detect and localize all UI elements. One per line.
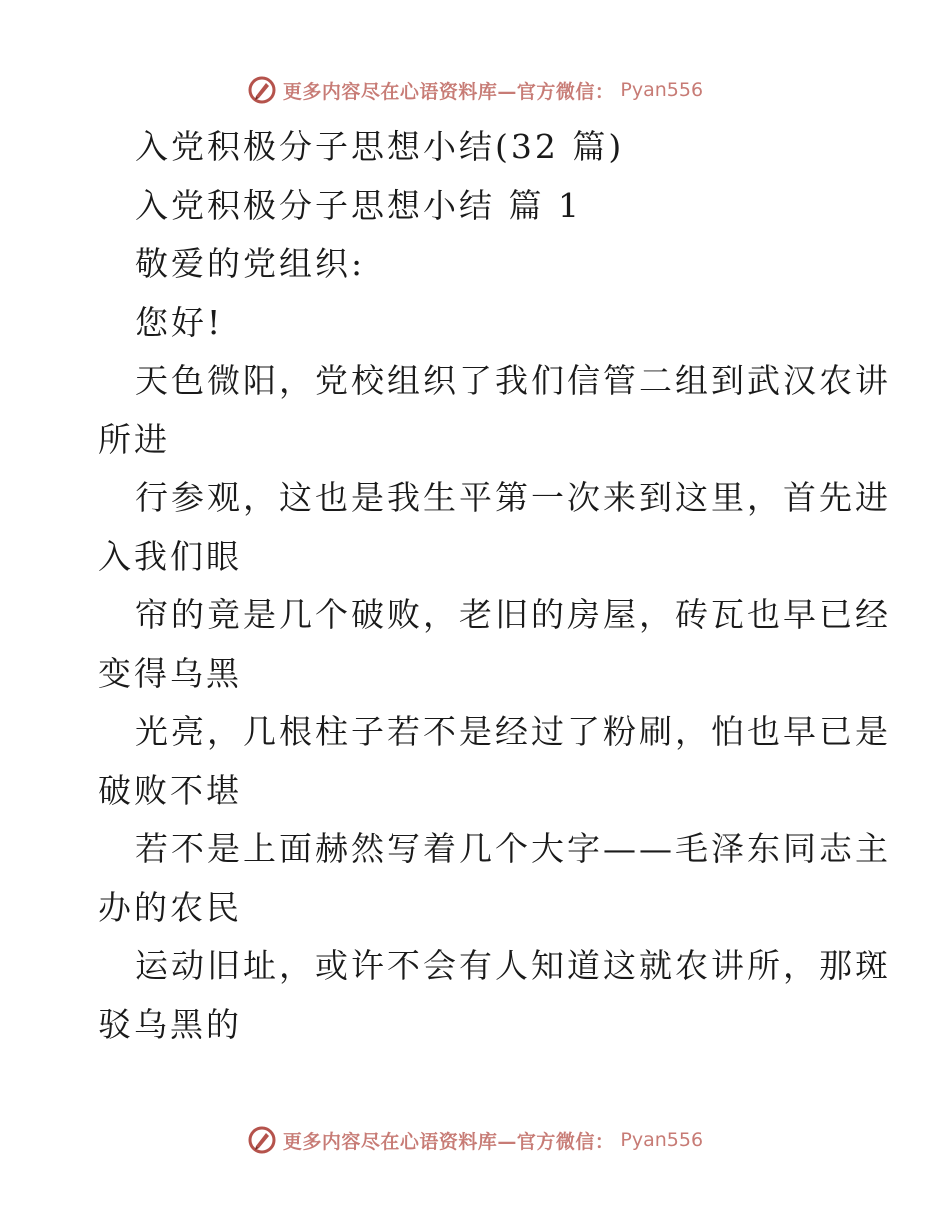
salutation: 敬爱的党组织: bbox=[135, 244, 366, 283]
footer-banner bbox=[0, 1122, 950, 1158]
greeting: 您好! bbox=[135, 302, 224, 342]
document-title: 入党积极分子思想小结(32 篇) bbox=[135, 127, 625, 166]
paragraph-line: 运动旧址，或许不会有人知道这就农讲所，那斑 bbox=[135, 946, 891, 985]
footer-banner-content bbox=[247, 1125, 703, 1155]
header-banner-text: 更多内容尽在心语资料库—官方微信： bbox=[282, 80, 615, 103]
paragraph-line: 行参观，这也是我生平第一次来到这里，首先进 bbox=[135, 478, 891, 517]
paragraph-line: 驳乌黑的 bbox=[98, 1004, 242, 1044]
paragraph-line: 变得乌黑 bbox=[98, 653, 242, 693]
footer-wechat-id: Pyan556 bbox=[620, 1129, 704, 1151]
section-heading: 入党积极分子思想小结 篇 1 bbox=[135, 185, 582, 225]
pen-logo-icon bbox=[247, 75, 277, 105]
header-banner-content bbox=[247, 75, 703, 105]
header-wechat-id: Pyan556 bbox=[620, 79, 704, 101]
paragraph-line: 所进 bbox=[98, 419, 170, 459]
pen-logo-icon bbox=[247, 1125, 277, 1155]
header-banner bbox=[0, 72, 950, 108]
document-body bbox=[98, 118, 891, 1054]
paragraph-line: 帘的竟是几个破败，老旧的房屋，砖瓦也早已经 bbox=[135, 595, 891, 634]
paragraph-line: 光亮，几根柱子若不是经过了粉刷，怕也早已是 bbox=[135, 712, 891, 751]
footer-banner-text: 更多内容尽在心语资料库—官方微信： bbox=[282, 1130, 615, 1153]
paragraph-line: 破败不堪 bbox=[98, 770, 242, 810]
paragraph-line: 入我们眼 bbox=[98, 536, 242, 576]
paragraph-line: 若不是上面赫然写着几个大字——毛泽东同志主 bbox=[135, 829, 891, 868]
paragraph-line: 办的农民 bbox=[98, 887, 242, 927]
paragraph-line: 天色微阳，党校组织了我们信管二组到武汉农讲 bbox=[135, 361, 891, 400]
